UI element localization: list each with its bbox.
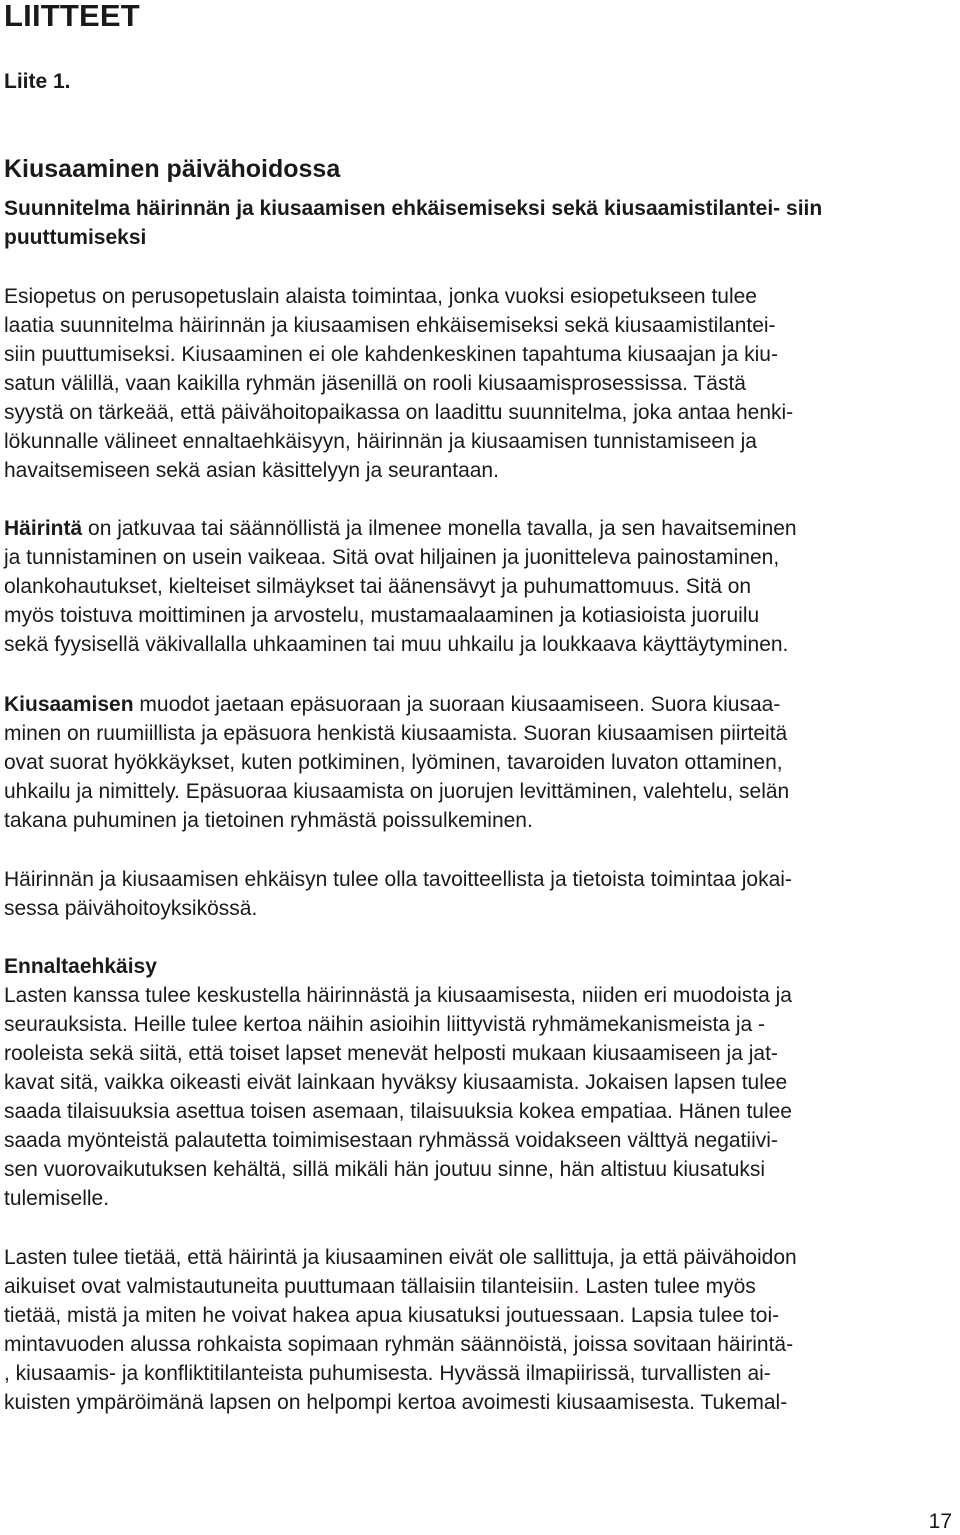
text-line: havaitsemiseen sekä asian käsittelyyn ja seurantaan. [4, 459, 499, 482]
appendix-label: Liite 1. [4, 70, 71, 93]
text-line: kavat sitä, vaikka oikeasti eivät lainkaan hyväksy kiusaamista. Jokaisen lapsen tulee [4, 1071, 788, 1094]
text-line: sessa päivähoitoyksikössä. [4, 897, 258, 920]
text-line: minen on ruumiillista ja epäsuora henkistä kiusaamista. Suoran kiusaamisen piirteitä [4, 722, 788, 745]
text-line: takana puhuminen ja tietoinen ryhmästä poissulkeminen. [4, 809, 533, 832]
text-line: Häirinnän ja kiusaamisen ehkäisyn tulee olla tavoitteellista ja tietoista toimintaa jokai- [4, 868, 792, 891]
section-heading: Ennaltaehkäisy [4, 955, 157, 978]
document-subtitle [4, 194, 956, 252]
text-line: uhkailu ja nimittely. Epäsuoraa kiusaamista on juorujen levittäminen, valehtelu, selän [4, 780, 790, 803]
text-line: siin puuttumiseksi. Kiusaaminen ei ole kahdenkeskinen tapahtuma kiusaajan ja kiu- [4, 343, 778, 366]
paragraph-intro [4, 282, 956, 485]
text-fragment: Lasten tulee myös [579, 1275, 756, 1298]
text-line [4, 514, 956, 543]
page-number: 17 [928, 1510, 952, 1533]
text-line: tietää, mistä ja miten he voivat hakea apua kiusatuksi joutuessaan. Lapsia tulee toi- [4, 1304, 780, 1327]
text-line [4, 1272, 956, 1301]
subtitle-line: Suunnitelma häirinnän ja kiusaamisen ehkäisemiseksi sekä kiusaamistilantei- [4, 197, 781, 220]
text-line: ovat suorat hyökkäykset, kuten potkiminen, lyöminen, tavaroiden luvaton ottaminen, [4, 751, 783, 774]
text-line: ja tunnistaminen on usein vaikeaa. Sitä ovat hiljainen ja juonitteleva painostaminen, [4, 546, 780, 569]
text-line [4, 690, 956, 719]
term-bullying: Kiusaamisen [4, 693, 134, 716]
term-harassment: Häirintä [4, 517, 83, 540]
paragraph-prevention-goal [4, 865, 956, 923]
text-line: Esiopetus on perusopetuslain alaista toimintaa, jonka vuoksi esiopetukseen tulee [4, 285, 757, 308]
text-fragment: on jatkuvaa tai säännöllistä ja ilmenee monella tavalla, ja sen havaitseminen [82, 517, 797, 540]
text-line: Lasten kanssa tulee keskustella häirinnästä ja kiusaamisesta, niiden eri muodoista ja [4, 984, 792, 1007]
text-line: lökunnalle välineet ennaltaehkäisyyn, häirinnän ja kiusaamisen tunnistamiseen ja [4, 430, 757, 453]
text-line: satun välillä, vaan kaikilla ryhmän jäsenillä on rooli kiusaamisprosessissa. Tästä [4, 372, 746, 395]
text-line: syystä on tärkeää, että päivähoitopaikassa on laadittu suunnitelma, joka antaa henki- [4, 401, 794, 424]
text-line: sen vuorovaikutuksen kehältä, sillä mikäli hän joutuu sinne, hän altistuu kiusatuksi [4, 1158, 766, 1181]
text-line: tulemiselle. [4, 1187, 110, 1210]
text-line: olankohautukset, kielteiset silmäykset tai äänensävyt ja puhumattomuus. Sitä on [4, 575, 752, 598]
page-heading: LIITTEET [4, 0, 140, 33]
text-line: myös toistuva moittiminen ja arvostelu, mustamaalaaminen ja kotiasioista juoruilu [4, 604, 760, 627]
text-line: sekä fyysisellä väkivallalla uhkaaminen tai muu uhkailu ja loukkaava käyttäytyminen. [4, 633, 789, 656]
paragraph-harassment [4, 514, 956, 659]
text-fragment: aikuiset ovat valmistautuneita puuttumaan tällaisiin tilanteisiin [4, 1275, 574, 1298]
text-line: kuisten ympäröimänä lapsen on helpompi kertoa avoimesti kiusaamisesta. Tukemal- [4, 1391, 788, 1414]
paragraph-bullying-forms [4, 690, 956, 835]
text-line: mintavuoden alussa rohkaista sopimaan ryhmän säännöistä, joissa sovitaan häirintä- [4, 1333, 794, 1356]
text-line: saada myönteistä palautetta toimimisestaan ryhmässä voidakseen välttyä negatiivi- [4, 1129, 778, 1152]
text-line: laatia suunnitelma häirinnän ja kiusaamisen ehkäisemiseksi sekä kiusaamistilantei- [4, 314, 776, 337]
subtitle-line: siin puuttumiseksi [4, 197, 823, 249]
text-line: , kiusaamis- ja konfliktitilanteista puhumisesta. Hyvässä ilmapiirissä, turvallisten ai- [4, 1362, 771, 1385]
text-line: seurauksista. Heille tulee kertoa näihin asioihin liittyvistä ryhmämekanismeista ja - [4, 1013, 765, 1036]
document-title: Kiusaaminen päivähoidossa [4, 155, 341, 183]
text-fragment: muodot jaetaan epäsuoraan ja suoraan kiusaamiseen. Suora kiusaa- [133, 693, 781, 716]
text-line: Lasten tulee tietää, että häirintä ja kiusaaminen eivät ole sallittuja, ja että päivähoidon [4, 1246, 797, 1269]
paragraph-children-rules [4, 1243, 956, 1417]
highlighted-period: . [573, 1275, 580, 1298]
text-line: saada tilaisuuksia asettua toisen asemaan, tilaisuuksia kokea empatiaa. Hänen tulee [4, 1100, 792, 1123]
section-prevention [4, 952, 956, 1213]
text-line: rooleista sekä siitä, että toiset lapset menevät helposti mukaan kiusaamiseen ja jat- [4, 1042, 778, 1065]
